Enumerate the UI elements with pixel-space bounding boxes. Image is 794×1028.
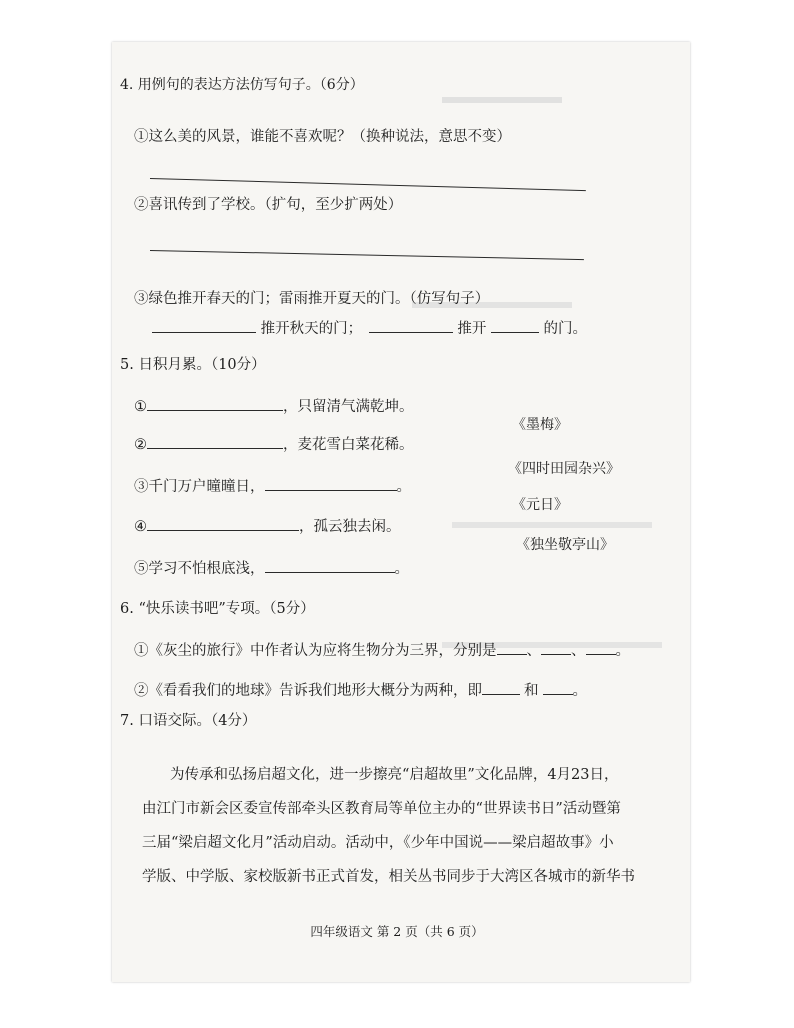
fill-text-c: 的门。	[543, 321, 588, 337]
fill-blank[interactable]	[482, 680, 520, 695]
q5-source-4: 《独坐敬亭山》	[516, 537, 614, 553]
q5-source-3: 《元日》	[512, 497, 568, 513]
fill-blank[interactable]	[147, 516, 299, 531]
fill-blank[interactable]	[147, 396, 283, 411]
passage-line: 由江门市新会区委宣传部牵头区教育局等单位主办的“世界读书日”活动暨第	[142, 801, 621, 817]
fill-blank[interactable]	[147, 434, 283, 449]
q5-row-2: ② ，麦花雪白菜花稀。	[134, 434, 414, 454]
fill-blank[interactable]	[265, 558, 395, 573]
passage-line: 为传承和弘扬启超文化，进一步擦亮“启超故里”文化品牌，4月23日，	[170, 767, 619, 783]
bleed-through-mark	[452, 522, 652, 528]
q4-title: 4. 用例句的表达方法仿写句子。（6分）	[120, 77, 364, 93]
passage-line: 学版、中学版、家校版新书正式首发，相关丛书同步于大湾区各城市的新华书	[142, 869, 635, 885]
q5-title: 5. 日积月累。（10分）	[120, 357, 266, 373]
q4-item-1: ①这么美的风景，谁能不喜欢呢？（换种说法，意思不变）	[134, 129, 511, 145]
fill-blank[interactable]	[497, 640, 527, 655]
q6-item-2: ②《看看我们的地球》告诉我们地形大概分为两种，即 和 。	[134, 680, 587, 700]
fill-blank[interactable]	[541, 640, 571, 655]
q5-row-4: ④ ，孤云独去闲。	[134, 516, 401, 536]
fill-text-a: 推开秋天的门；	[260, 321, 363, 337]
fill-blank[interactable]	[586, 640, 616, 655]
q5-row-5: ⑤学习不怕根底浅， 。	[134, 558, 409, 578]
q5-row-1: ① ，只留清气满乾坤。	[134, 396, 414, 416]
q5-source-1: 《墨梅》	[512, 417, 568, 433]
q7-passage	[142, 758, 662, 894]
q6-title: 6. “快乐读书吧”专项。（5分）	[120, 601, 315, 617]
q4-item-2: ②喜讯传到了学校。（扩句，至少扩两处）	[134, 197, 403, 213]
fill-blank[interactable]	[543, 680, 573, 695]
fill-blank[interactable]	[491, 318, 539, 333]
fill-text-b: 推开	[457, 321, 487, 337]
passage-line: 三届“梁启超文化月”活动启动。活动中，《少年中国说——梁启超故事》小	[142, 835, 614, 851]
q6-item-1: ①《灰尘的旅行》中作者认为应将生物分为三界，分别是 、 、 。	[134, 640, 630, 660]
q4-item-3: ③绿色推开春天的门；雷雨推开夏天的门。（仿写句子）	[134, 291, 490, 307]
q4-item-3-fill	[152, 318, 587, 338]
fill-blank[interactable]	[369, 318, 453, 333]
fill-blank[interactable]	[265, 476, 397, 491]
q5-source-2: 《四时田园杂兴》	[508, 461, 620, 477]
bleed-through-mark	[442, 97, 562, 103]
q5-row-3: ③千门万户曈曈日， 。	[134, 476, 411, 496]
q7-title: 7. 口语交际。（4分）	[120, 713, 257, 729]
page-footer: 四年级语文 第 2 页（共 6 页）	[310, 924, 484, 939]
fill-blank[interactable]	[152, 318, 256, 333]
